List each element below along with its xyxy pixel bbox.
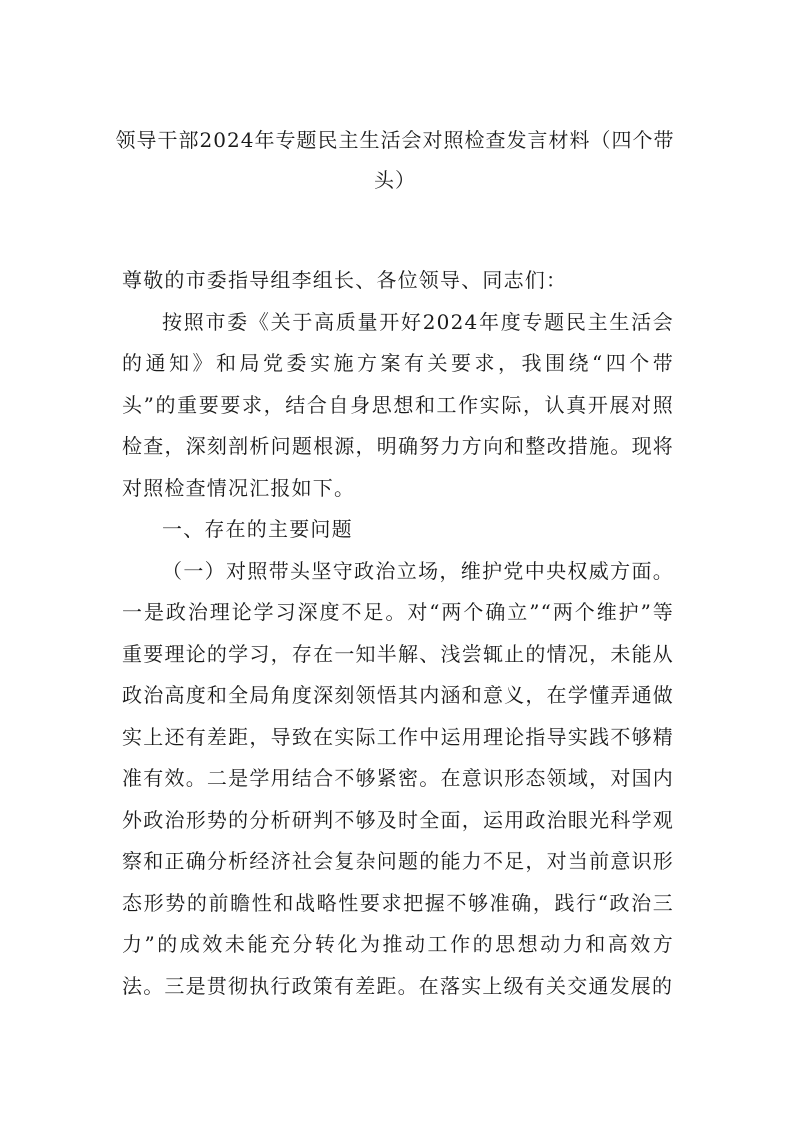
document-body: [122, 260, 674, 1007]
section-heading: 一、存在的主要问题: [162, 517, 353, 541]
intro-paragraph: 按照市委《关于高质量开好2024年度专题民主生活会的通知》和局党委实施方案有关要求，我围绕“四个带头”的重要要求，结合自身思想和工作实际，认真开展对照检查，深刻剖析问题根源，明确努力方向和整改措施。现将对照检查情况汇报如下。: [122, 309, 674, 500]
subsection-paragraph: （一）对照带头坚守政治立场，维护党中央权威方面。一是政治理论学习深度不足。对“两个确立”“两个维护”等重要理论的学习，存在一知半解、浅尝辄止的情况，未能从政治高度和全局角度深刻领悟其内涵和意义，在学懂弄通做实上还有差距，导致在实际工作中运用理论指导实践不够精准有效。二是学用结合不够紧密。在意识形态领域，对国内外政治形势的分析研判不够及时全面，运用政治眼光科学观察和正确分析经济社会复杂问题的能力不足，对当前意识形态形势的前瞻性和战略性要求把握不够准确，践行“政治三力”的成效未能充分转化为推动工作的思想动力和高效方法。三是贯彻执行政策有差距。在落实上级有关交通发展的: [122, 558, 674, 998]
salutation: 尊敬的市委指导组李组长、各位领导、同志们：: [122, 268, 568, 292]
document-title: 领导干部2024年专题民主生活会对照检查发言材料（四个带头）: [115, 128, 675, 192]
